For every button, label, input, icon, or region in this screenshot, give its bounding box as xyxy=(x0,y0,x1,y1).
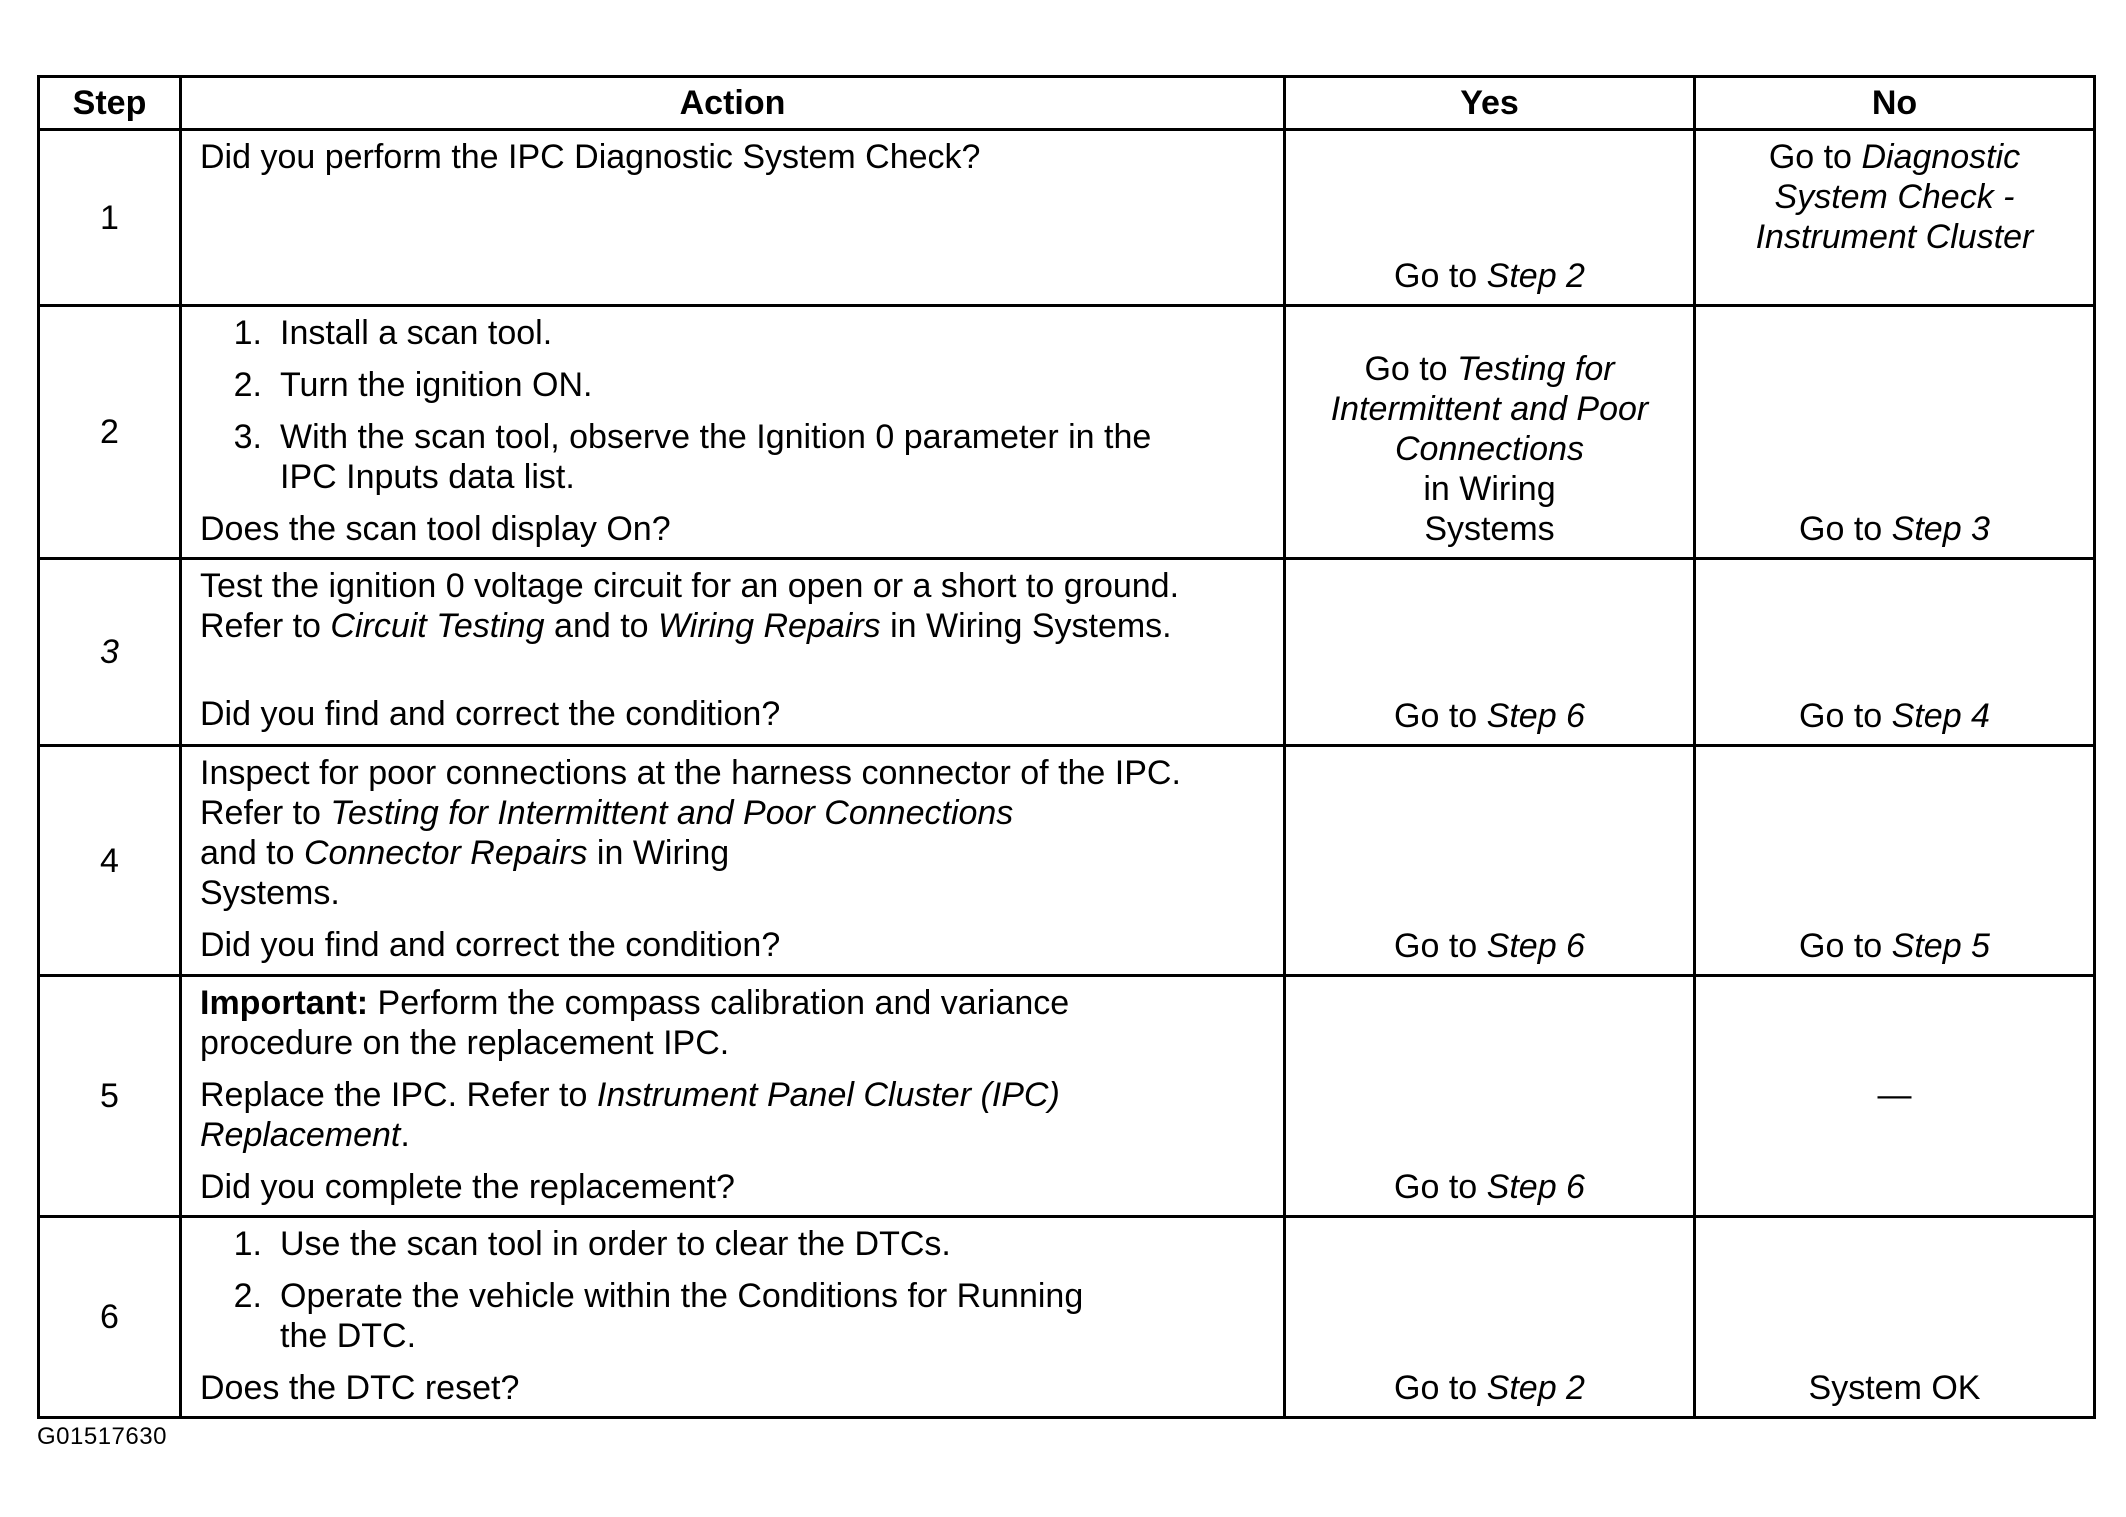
instruction-line xyxy=(200,1115,1271,1155)
yes-suffix-2: Systems xyxy=(1424,510,1555,548)
yes-step-link[interactable]: Step 6 xyxy=(1486,697,1585,735)
connector-repairs-link[interactable]: Connector Repairs xyxy=(303,834,588,872)
list-text: Operate the vehicle within the Conditions for Running xyxy=(280,1277,1084,1315)
list-text: the DTC. xyxy=(280,1317,417,1355)
header-action: Action xyxy=(181,77,1285,130)
no-step-link[interactable]: Step 4 xyxy=(1891,697,1990,735)
yes-ref-link-1[interactable]: Testing for xyxy=(1457,350,1615,388)
text-fragment: Refer to xyxy=(200,607,321,645)
yes-cell xyxy=(1285,130,1695,306)
step-number: 3 xyxy=(39,559,181,746)
no-step-link[interactable]: Step 3 xyxy=(1891,510,1990,548)
no-ref-link-3[interactable]: Instrument Cluster xyxy=(1755,218,2034,256)
no-cell xyxy=(1695,976,2095,1217)
action-list xyxy=(200,313,1271,497)
text-fragment: Perform the compass calibration and variance xyxy=(377,984,1070,1022)
yes-prefix: Go to xyxy=(1394,1369,1478,1407)
header-yes: Yes xyxy=(1285,77,1695,130)
action-cell xyxy=(181,130,1285,306)
table-header-row xyxy=(39,77,2095,130)
action-question: Did you perform the IPC Diagnostic System Check? xyxy=(200,138,981,176)
text-fragment: in Wiring xyxy=(596,834,730,872)
text-fragment: Replace the IPC. Refer to xyxy=(200,1076,588,1114)
yes-step-link[interactable]: Step 2 xyxy=(1486,257,1585,295)
yes-step-link[interactable]: Step 6 xyxy=(1486,1168,1585,1206)
important-label: Important: xyxy=(200,984,369,1022)
list-item xyxy=(200,1276,1271,1356)
action-cell xyxy=(181,746,1285,976)
table-row xyxy=(39,130,2095,306)
instruction-line: Inspect for poor connections at the harness connector of the IPC. xyxy=(200,754,1181,792)
instruction-line: Test the ignition 0 voltage circuit for an open or a short to ground. xyxy=(200,567,1180,605)
no-cell xyxy=(1695,746,2095,976)
figure-id: G01517630 xyxy=(37,1423,167,1450)
no-prefix: Go to xyxy=(1768,138,1852,176)
list-item xyxy=(200,313,1271,353)
table-row xyxy=(39,976,2095,1217)
list-number: 1. xyxy=(233,314,262,352)
list-text: Use the scan tool in order to clear the DTCs. xyxy=(280,1225,951,1263)
no-ref-link-1[interactable]: Diagnostic xyxy=(1861,138,2021,176)
action-cell xyxy=(181,306,1285,559)
yes-cell xyxy=(1285,1217,1695,1418)
action-cell xyxy=(181,976,1285,1217)
yes-ref-link-3[interactable]: Connections xyxy=(1394,430,1584,468)
action-question: Did you find and correct the condition? xyxy=(200,926,781,964)
testing-intermittent-link[interactable]: Testing for Intermittent and Poor Connections xyxy=(330,794,1014,832)
text-fragment: in Wiring Systems. xyxy=(890,607,1172,645)
step-number: 1 xyxy=(39,130,181,306)
yes-prefix: Go to xyxy=(1394,1168,1478,1206)
yes-prefix: Go to xyxy=(1364,350,1448,388)
no-dash: — xyxy=(1877,1076,1912,1114)
step-number: 4 xyxy=(39,746,181,976)
no-result: System OK xyxy=(1808,1369,1981,1407)
list-text: Turn the ignition ON. xyxy=(280,366,593,404)
list-item xyxy=(200,1224,1271,1264)
action-question: Does the scan tool display On? xyxy=(200,510,671,548)
no-line-1 xyxy=(1702,137,2087,177)
yes-line-1 xyxy=(1292,349,1687,389)
action-cell xyxy=(181,559,1285,746)
instruction-line: procedure on the replacement IPC. xyxy=(200,1024,730,1062)
yes-cell xyxy=(1285,746,1695,976)
instruction-line xyxy=(200,1075,1271,1115)
action-instruction xyxy=(200,753,1271,913)
table-row xyxy=(39,746,2095,976)
no-prefix: Go to xyxy=(1799,697,1883,735)
no-prefix: Go to xyxy=(1799,927,1883,965)
text-fragment: and to xyxy=(554,607,649,645)
action-question: Does the DTC reset? xyxy=(200,1369,520,1407)
ipc-replacement-link-2[interactable]: Replacement xyxy=(200,1116,401,1154)
table-row xyxy=(39,1217,2095,1418)
step-number: 2 xyxy=(39,306,181,559)
action-instruction xyxy=(200,1075,1271,1155)
yes-cell xyxy=(1285,559,1695,746)
instruction-line xyxy=(200,606,1271,646)
text-fragment: Refer to xyxy=(200,794,321,832)
important-note xyxy=(200,983,1271,1063)
header-step: Step xyxy=(39,77,181,130)
yes-prefix: Go to xyxy=(1394,697,1478,735)
yes-suffix-1: in Wiring xyxy=(1423,470,1556,508)
list-text: With the scan tool, observe the Ignition 0 parameter in the xyxy=(280,418,1152,456)
instruction-line xyxy=(200,983,1271,1023)
instruction-line xyxy=(200,833,1271,873)
header-no: No xyxy=(1695,77,2095,130)
instruction-line xyxy=(200,793,1271,833)
action-question: Did you find and correct the condition? xyxy=(200,695,781,733)
list-number: 3. xyxy=(233,418,262,456)
yes-step-link[interactable]: Step 2 xyxy=(1486,1369,1585,1407)
instruction-line: Systems. xyxy=(200,874,340,912)
list-number: 2. xyxy=(233,366,262,404)
wiring-repairs-link[interactable]: Wiring Repairs xyxy=(658,607,881,645)
table-row xyxy=(39,559,2095,746)
yes-prefix: Go to xyxy=(1394,257,1478,295)
yes-cell xyxy=(1285,976,1695,1217)
table-row xyxy=(39,306,2095,559)
yes-step-link[interactable]: Step 6 xyxy=(1486,927,1585,965)
list-number: 2. xyxy=(233,1277,262,1315)
step-number: 5 xyxy=(39,976,181,1217)
diagnostic-table xyxy=(37,75,2096,1419)
action-cell xyxy=(181,1217,1285,1418)
ipc-replacement-link-1[interactable]: Instrument Panel Cluster (IPC) xyxy=(596,1076,1060,1114)
list-number: 1. xyxy=(233,1225,262,1263)
no-step-link[interactable]: Step 5 xyxy=(1891,927,1990,965)
no-prefix: Go to xyxy=(1799,510,1883,548)
list-item xyxy=(200,417,1271,497)
yes-ref-link-2[interactable]: Intermittent and Poor xyxy=(1330,390,1649,428)
list-text: IPC Inputs data list. xyxy=(280,458,575,496)
action-question: Did you complete the replacement? xyxy=(200,1168,735,1206)
no-ref-link-2[interactable]: System Check - xyxy=(1774,178,2015,216)
step-number: 6 xyxy=(39,1217,181,1418)
no-cell xyxy=(1695,306,2095,559)
yes-prefix: Go to xyxy=(1394,927,1478,965)
action-instruction xyxy=(200,566,1271,646)
no-cell xyxy=(1695,1217,2095,1418)
action-list xyxy=(200,1224,1271,1356)
text-fragment: . xyxy=(400,1116,410,1154)
list-item xyxy=(200,365,1271,405)
yes-cell xyxy=(1285,306,1695,559)
circuit-testing-link[interactable]: Circuit Testing xyxy=(330,607,545,645)
list-text: Install a scan tool. xyxy=(280,314,553,352)
text-fragment: and to xyxy=(200,834,295,872)
no-cell xyxy=(1695,130,2095,306)
no-cell xyxy=(1695,559,2095,746)
